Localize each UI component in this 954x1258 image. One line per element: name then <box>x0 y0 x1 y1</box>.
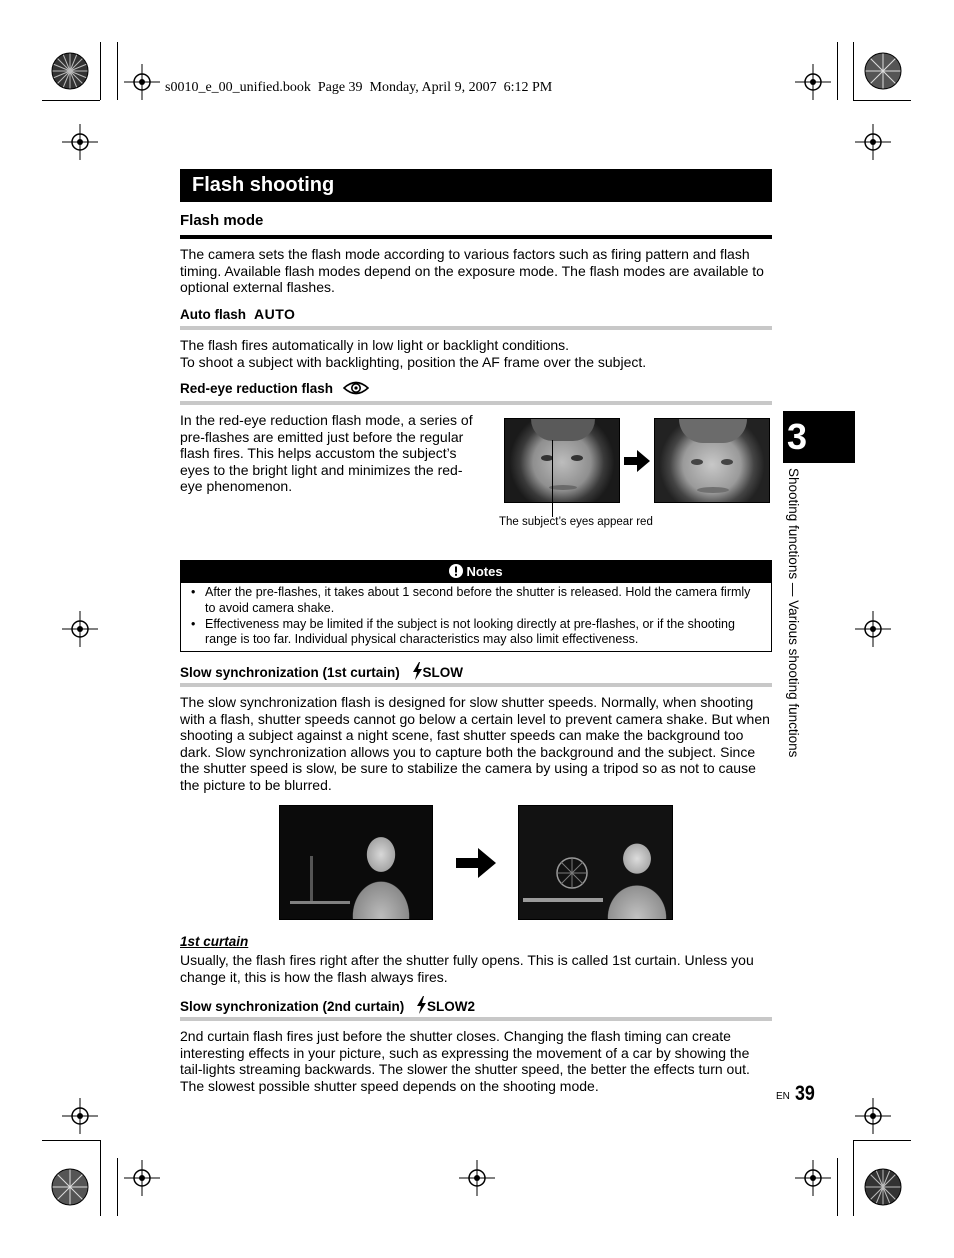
mouth-shape <box>697 487 729 493</box>
subsection-rule <box>180 235 772 239</box>
chapter-tab: 3 <box>783 411 855 463</box>
eye-shape <box>721 459 733 465</box>
heading-rule <box>180 401 772 405</box>
notes-header <box>181 561 771 583</box>
subsection-title: Flash mode <box>180 212 264 229</box>
slow1-heading <box>180 662 463 680</box>
crop-mark <box>837 42 838 100</box>
registration-mark-icon <box>124 64 160 100</box>
intro-paragraph: The camera sets the flash mode according to various factors such as firing pattern and flash timing. Available flash modes depend on the exposure mode. The flash modes are available to optional external flashes. <box>180 246 764 295</box>
notes-item: • After the pre-flashes, it takes about 1 second before the shutter is released. Hold the camera firmly to avoid camera shake. <box>191 585 756 617</box>
color-target-icon <box>51 1168 89 1206</box>
arrow-right-icon <box>456 848 496 878</box>
notes-title: Notes <box>466 564 503 579</box>
crop-mark <box>42 100 100 101</box>
crop-mark <box>853 42 854 100</box>
hair-shape <box>531 419 595 441</box>
section-title: Flash shooting <box>180 169 772 202</box>
mouth-shape <box>549 485 577 490</box>
auto-flash-heading-label: Auto flash <box>180 307 246 322</box>
red-eye-after-photo <box>654 418 770 503</box>
registration-mark-icon <box>459 1160 495 1196</box>
crop-mark <box>117 42 118 100</box>
heading-rule <box>180 326 772 330</box>
slow1-text: The slow synchronization flash is designed for slow shutter speeds. Normally, when shooting with a flash, shutter speeds cannot go below a certain level to prevent camera shake. But when shooting a subject against a night scene, fast shutter speeds can make the background too dark. Slow synchronization allows you to capture both the background and the subject. Since the shutter speed is slow, be sure to stabilize the camera by using a tripod so as not to cause the picture to be blurred. <box>180 694 770 793</box>
first-curtain-text: Usually, the flash fires right after the shutter fully opens. This is called 1st curtain. Unless you change it, this is how the flash always fires. <box>180 952 754 985</box>
flash-icon <box>412 662 423 680</box>
slow1-mode-label: SLOW <box>422 665 464 680</box>
auto-flash-heading <box>180 306 295 322</box>
city-lights-shape <box>290 901 350 904</box>
registration-mark-icon <box>855 1098 891 1134</box>
red-eye-heading <box>180 380 369 396</box>
print-slug: s0010_e_00_unified.book Page 39 Monday, April 9, 2007 6:12 PM <box>165 80 553 95</box>
registration-mark-icon <box>855 124 891 160</box>
exclamation-icon <box>449 564 463 578</box>
hair-shape <box>679 419 747 443</box>
first-curtain-title: 1st curtain <box>180 934 249 949</box>
crop-mark <box>42 1140 100 1141</box>
red-eye-caption: The subject’s eyes appear red <box>499 516 653 528</box>
registration-mark-icon <box>795 64 831 100</box>
crop-mark <box>100 42 101 100</box>
heading-rule <box>180 683 772 687</box>
arrow-right-icon <box>624 450 650 472</box>
page-language: EN <box>776 1091 790 1102</box>
crop-mark <box>853 1140 911 1141</box>
chapter-side-label: Shooting functions — Various shooting functions <box>786 468 801 758</box>
slow2-text: 2nd curtain flash fires just before the shutter closes. Changing the flash timing can create interesting effects in your picture, such as expressing the movement of a car by showing the tail-lights streaming backwards. The slower the shutter speed, the better the effects turn out. The slowest possible shutter speed depends on the shooting mode. <box>180 1028 750 1094</box>
city-lights-shape <box>523 898 603 902</box>
registration-mark-icon <box>62 1098 98 1134</box>
slow1-heading-label: Slow synchronization (1st curtain) <box>180 665 400 680</box>
page-number: 39 <box>795 1082 815 1105</box>
eye-shape <box>571 455 583 461</box>
auto-flash-mode-icon: AUTO <box>254 306 296 322</box>
notes-box <box>180 560 772 652</box>
registration-mark-icon <box>855 611 891 647</box>
color-target-icon <box>51 52 89 90</box>
registration-mark-icon <box>795 1160 831 1196</box>
crop-mark <box>853 100 911 101</box>
color-target-icon <box>864 1168 902 1206</box>
crop-mark <box>117 1158 118 1216</box>
caption-leader-line <box>552 440 553 517</box>
registration-mark-icon <box>62 124 98 160</box>
crop-mark <box>853 1140 854 1216</box>
registration-mark-icon <box>124 1160 160 1196</box>
eye-icon <box>343 380 369 396</box>
slow2-heading-label: Slow synchronization (2nd curtain) <box>180 999 405 1014</box>
slow-sync-after-photo <box>518 805 673 920</box>
notes-item: • Effectiveness may be limited if the subject is not looking directly at pre-flashes, or if the shooting range is too far. Individual physical characteristics may also limit effectiveness. <box>191 617 756 649</box>
slow2-heading <box>180 996 475 1014</box>
ferris-wheel-icon <box>555 856 589 890</box>
registration-mark-icon <box>62 611 98 647</box>
color-target-icon <box>864 52 902 90</box>
tower-shape <box>310 856 313 901</box>
woman-shape <box>607 834 667 920</box>
notes-list <box>191 585 756 648</box>
heading-rule <box>180 1017 772 1021</box>
red-eye-before-photo <box>504 418 620 503</box>
red-eye-text: In the red-eye reduction flash mode, a series of pre-flashes are emitted just before the regular flash fires. This helps accustom the subject’s eyes to the bright light and minimizes the red-eye phenomenon. <box>180 412 473 494</box>
red-eye-heading-label: Red-eye reduction flash <box>180 381 334 396</box>
crop-mark <box>100 1140 101 1216</box>
auto-flash-text: The flash fires automatically in low light or backlight conditions. To shoot a subject with backlighting, position the AF frame over the subject. <box>180 337 647 370</box>
woman-shape <box>352 826 410 920</box>
crop-mark <box>837 1158 838 1216</box>
slow-sync-before-photo <box>279 805 433 920</box>
slow2-mode-label: SLOW2 <box>427 999 476 1014</box>
flash-icon <box>416 996 427 1014</box>
eye-shape <box>691 459 703 465</box>
